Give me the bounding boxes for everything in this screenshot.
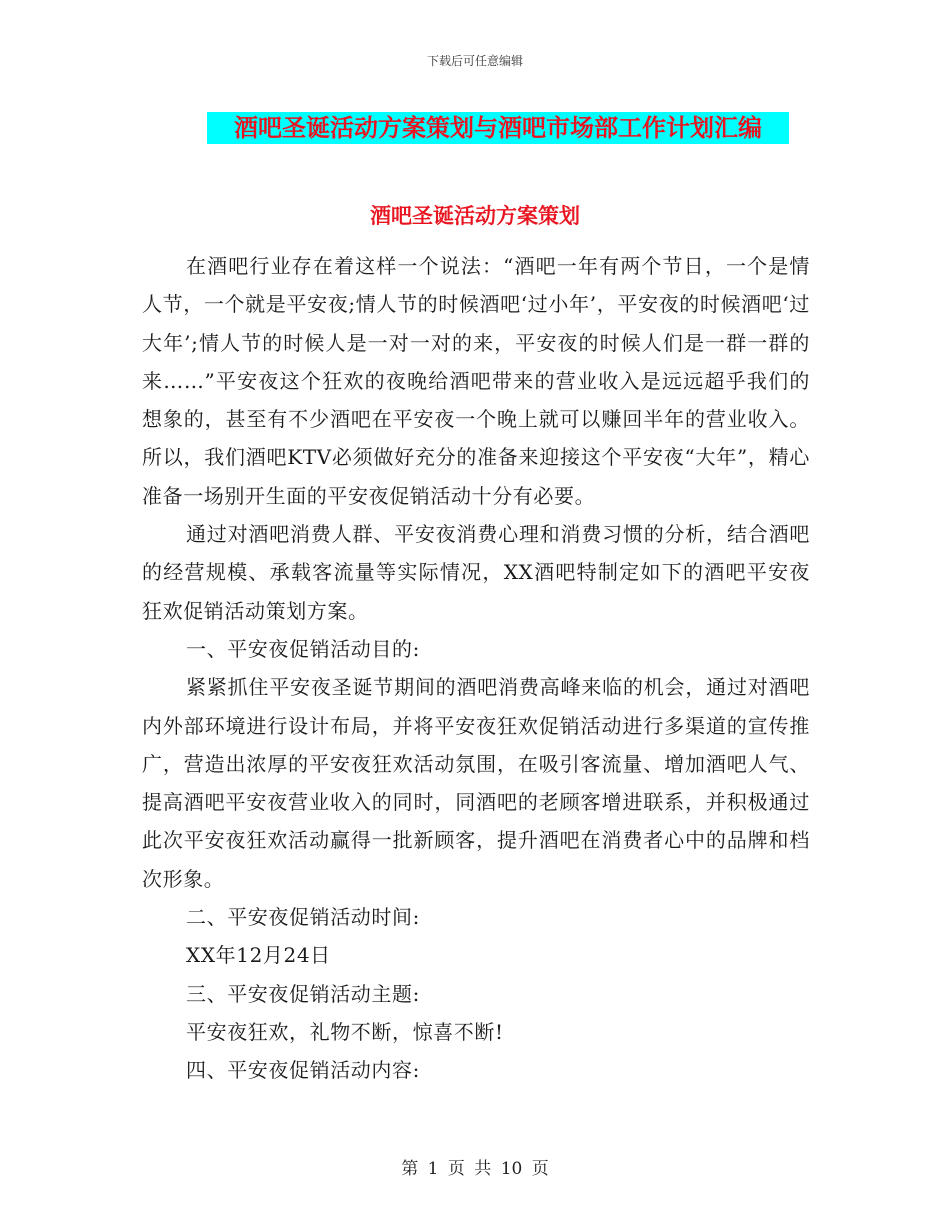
- paragraph-purpose: 紧紧抓住平安夜圣诞节期间的酒吧消费高峰来临的机会，通过对酒吧内外部环境进行设计布局，并将平安夜狂欢促销活动进行多渠道的宣传推广，营造出浓厚的平安夜狂欢活动氛围，在吸引客流量、增加酒吧人气、提高酒吧平安夜营业收入的同时，同酒吧的老顾客增进联系，并积极通过此次平安夜狂欢活动赢得一批新顾客，提升酒吧在消费者心中的品牌和档次形象。: [142, 675, 810, 891]
- section-title: 酒吧圣诞活动方案策划: [370, 203, 580, 228]
- heading-purpose: 一、平安夜促销活动目的:: [186, 636, 420, 661]
- heading-content: 四、平安夜促销活动内容:: [186, 1058, 420, 1083]
- heading-time: 二、平安夜促销活动时间:: [186, 905, 420, 930]
- document-body: [142, 247, 810, 1090]
- heading-theme: 三、平安夜促销活动主题:: [186, 981, 420, 1006]
- header-note: 下载后可任意编辑: [426, 54, 523, 68]
- paragraph-analysis: 通过对酒吧消费人群、平安夜消费心理和消费习惯的分析，结合酒吧的经营规模、承载客流量等实际情况，XX酒吧特制定如下的酒吧平安夜狂欢促销活动策划方案。: [142, 522, 810, 623]
- paragraph-intro: 在酒吧行业存在着这样一个说法：“酒吧一年有两个节日，一个是情人节，一个就是平安夜;情人节的时候酒吧‘过小年’，平安夜的时候酒吧‘过大年’;情人节的时候人是一对一对的来，平安夜的时候人们是一群一群的来……”平安夜这个狂欢的夜晚给酒吧带来的营业收入是远远超乎我们的想象的，甚至有不少酒吧在平安夜一个晚上就可以赚回半年的营业收入。所以，我们酒吧KTV必须做好充分的准备来迎接这个平安夜“大年”，精心准备一场别开生面的平安夜促销活动十分有必要。: [142, 254, 810, 508]
- document-title: 酒吧圣诞活动方案策划与酒吧市场部工作计划汇编: [207, 112, 789, 144]
- paragraph-theme: 平安夜狂欢，礼物不断，惊喜不断!: [186, 1019, 504, 1044]
- paragraph-time: XX年12月24日: [186, 943, 331, 968]
- page-footer: 第 1 页 共 10 页: [401, 1159, 549, 1179]
